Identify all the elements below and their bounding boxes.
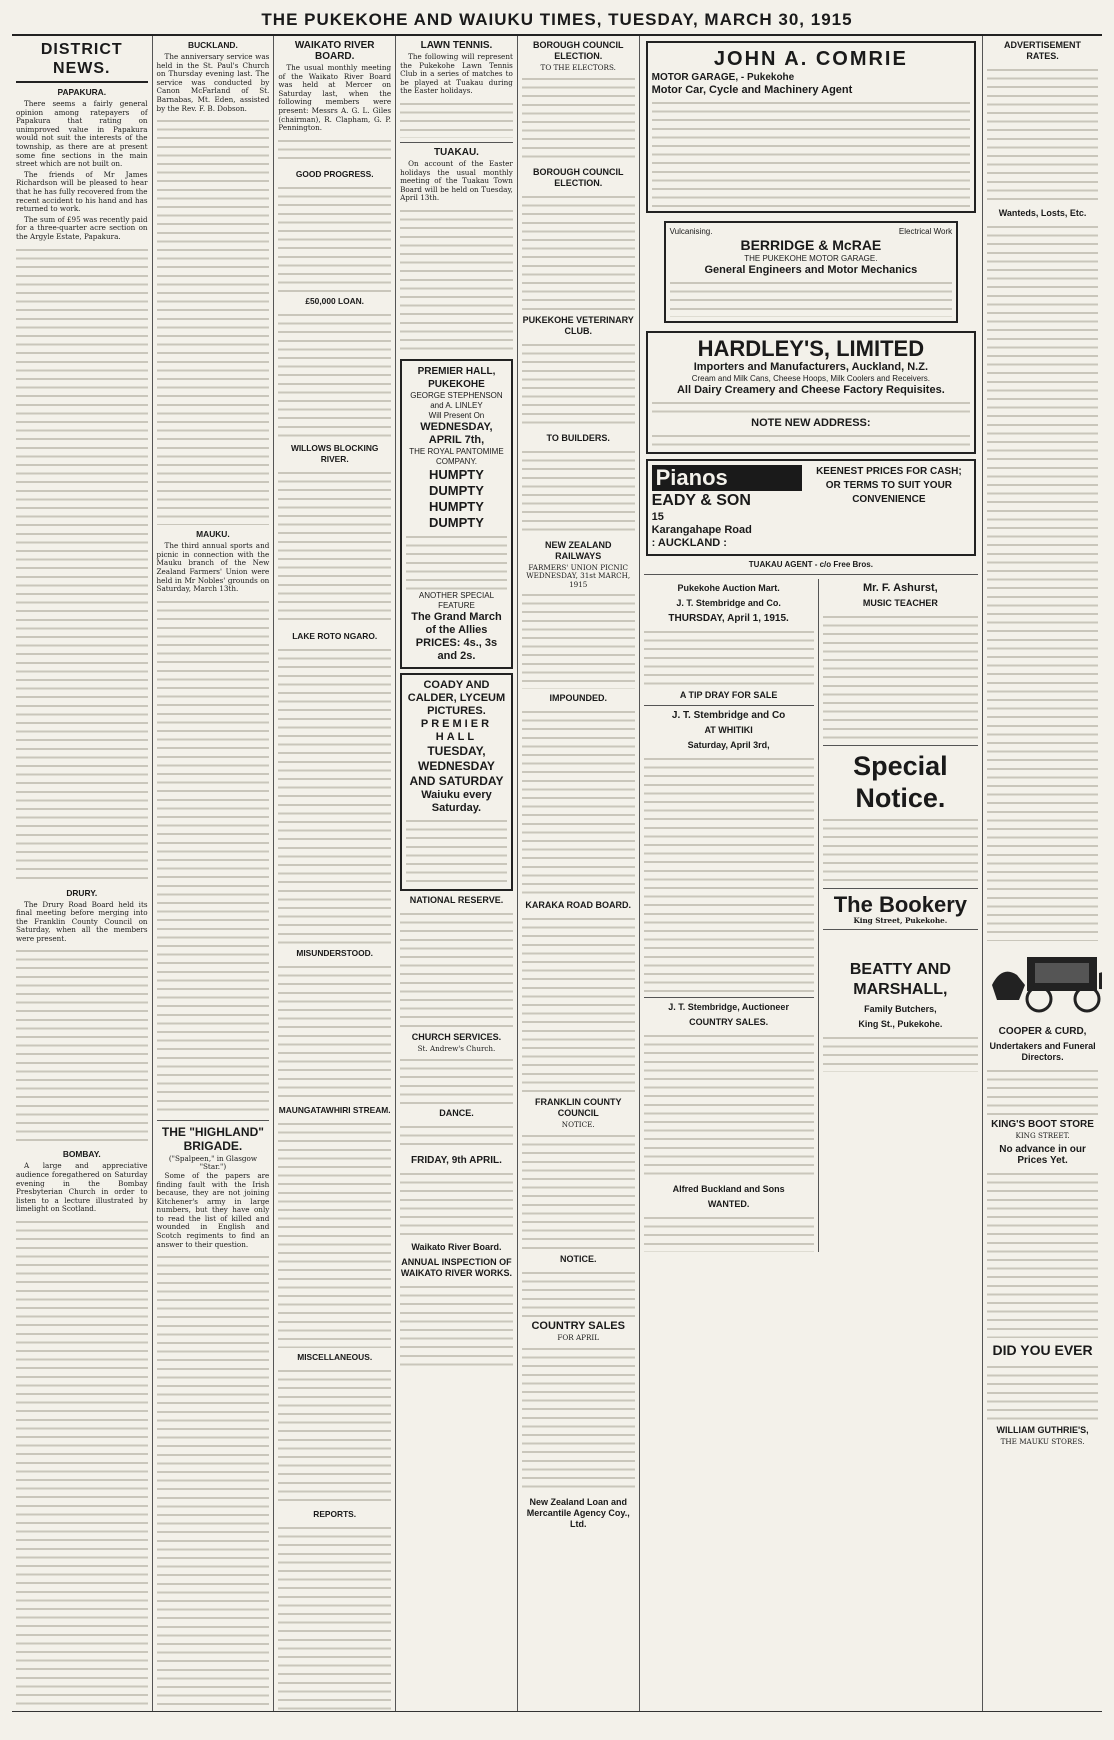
builders-heading: TO BUILDERS.: [546, 432, 610, 443]
pianos-word: Pianos: [652, 465, 802, 491]
text-block: [522, 339, 635, 429]
pianos-left: [652, 465, 802, 550]
misunderstood-heading: MISUNDERSTOOD.: [296, 947, 373, 958]
hardley-name: HARDLEY'S, LIMITED: [697, 336, 925, 361]
text-block: [644, 626, 814, 686]
hardley-ad: [646, 331, 977, 454]
text-block: [157, 596, 270, 1116]
text-block: [278, 1118, 391, 1348]
loan-heading: £50,000 LOAN.: [305, 295, 365, 306]
text-block: [522, 191, 635, 311]
hardley-line: Importers and Manufacturers, Auckland, N.Z.: [693, 361, 929, 373]
highland-para: Some of the papers are finding fault with the Irish because, they are not joining Kitchener's army in large numbers, but they have only to read the list of killed and wounded in English and Scotch regiments to find an answer to their question.: [156, 1170, 270, 1249]
column-tennis: [396, 36, 518, 1711]
pianos-right: [808, 465, 971, 550]
text-block: [644, 1030, 814, 1180]
stembridge-heading: J. T. Stembridge and Co: [671, 709, 786, 721]
church-name: St. Andrew's Church.: [417, 1043, 496, 1053]
text-block: [987, 1361, 1098, 1421]
masthead: THE PUKEKOHE AND WAIUKU TIMES, TUESDAY, MARCH 30, 1915: [12, 6, 1102, 36]
pantomime-prices: PRICES: 4s., 3s and 2s.: [415, 636, 498, 662]
veterinary-heading: PUKEKOHE VETERINARY CLUB.: [522, 314, 634, 336]
waikato-board-heading: Waikato River Board.: [411, 1241, 502, 1252]
ads-left: [644, 579, 819, 1252]
text-block: [400, 98, 513, 138]
text-block: [987, 1168, 1098, 1338]
mauku-stores: THE MAUKU STORES.: [1000, 1437, 1085, 1447]
kings-boot-store: KING'S BOOT STORE: [991, 1118, 1094, 1130]
district-news-title: DISTRICT NEWS.: [16, 40, 148, 83]
text-block: [278, 467, 391, 627]
divider: [644, 574, 979, 575]
mauku-para: The third annual sports and picnic in connection with the Mauku branch of the New Zealand Farmers' Union were held in Mr Nobles' grounds on Saturday, March 13th.: [156, 541, 270, 594]
miscellaneous-heading: MISCELLANEOUS.: [297, 1351, 373, 1362]
text-block: [400, 1281, 513, 1371]
whitiki-date: Saturday, April 3rd,: [687, 739, 770, 750]
national-reserve-heading: NATIONAL RESERVE.: [409, 894, 504, 905]
bookery-title: The Bookery: [833, 891, 967, 917]
pantomime-show-2: HUMPTY DUMPTY: [429, 498, 484, 530]
bombay-heading: BOMBAY.: [62, 1149, 101, 1160]
waikato-para: The usual monthly meeting of the Waikato River Board was held at Mercer on Saturday last, when the following members were present: Messrs A. G. L. Giles (chairman), R. Clapham, G. P. Pennington.: [278, 63, 392, 133]
lyceum-title: COADY AND CALDER, LYCEUM PICTURES.: [407, 678, 506, 717]
wanted-heading: WANTED.: [707, 1198, 750, 1209]
divider: [400, 142, 513, 143]
newspaper-page: [12, 6, 1102, 1721]
pantomime-present: Will Present On: [428, 410, 485, 420]
text-block: [400, 908, 513, 1028]
picnic-date: WEDNESDAY, 31st MARCH, 1915: [526, 571, 631, 589]
text-block: [278, 309, 391, 439]
comrie-line: Motor Car, Cycle and Machinery Agent: [651, 84, 853, 96]
willows-heading: WILLOWS BLOCKING RIVER.: [290, 442, 379, 464]
teacher-name: Mr. F. Ashurst,: [862, 581, 938, 594]
berridge-top: [670, 227, 953, 237]
column-classifieds: [983, 36, 1102, 1711]
tuakau-heading: TUAKAU.: [433, 146, 479, 158]
adv-rates-heading: ADVERTISEMENT RATES.: [1004, 40, 1082, 61]
stembridge-auctioneer: J. T. Stembridge, Auctioneer: [668, 1001, 789, 1012]
divider: [823, 745, 979, 746]
hardley-note: NOTE NEW ADDRESS:: [751, 417, 871, 429]
papakura-para-1: There seems a fairly general opinion among ratepayers of Papakura that rating on unimproved value in Papakura would not suit the interests of the township, as there are at present some fine sections in the main street which are not built on.: [16, 99, 148, 169]
cooper-sub: Undertakers and Funeral Directors.: [989, 1040, 1096, 1062]
wanteds-heading: Wanteds, Losts, Etc.: [998, 208, 1087, 218]
teacher-title: MUSIC TEACHER: [862, 597, 938, 608]
beatty-address: King St., Pukekohe.: [858, 1019, 943, 1030]
text-block: [823, 814, 979, 884]
special-notice: Special Notice.: [853, 750, 948, 813]
text-block: [406, 531, 507, 591]
text-block: [522, 913, 635, 1093]
tennis-para: The following will represent the Pukekohe Lawn Tennis Club in a series of matches to be played at Tuakau during the Easter holidays.: [400, 52, 513, 96]
highland-heading: THE "HIGHLAND" BRIGADE.: [161, 1124, 264, 1153]
text-block: [406, 815, 507, 885]
papakura-para-3: The sum of £95 was recently paid for a three-quarter acre section on the Argyle Estate, Papakura.: [16, 214, 148, 241]
lyceum-hall: PREMIER HALL: [420, 717, 493, 743]
auction-date: THURSDAY, April 1, 1915.: [668, 612, 789, 624]
text-block: [278, 644, 391, 944]
text-block: [987, 221, 1098, 941]
whitiki: AT WHITIKI: [704, 724, 753, 735]
advance-line: No advance in our Prices Yet.: [999, 1144, 1086, 1167]
auction-name: J. T. Stembridge and Co.: [676, 597, 781, 608]
text-block: [670, 277, 953, 317]
beatty-name: BEATTY AND MARSHALL,: [849, 961, 951, 999]
text-block: [644, 1212, 814, 1252]
borough-election-heading-2: BOROUGH COUNCIL ELECTION.: [532, 166, 624, 188]
lyceum-waiuku: Waiuku every Saturday.: [421, 788, 492, 814]
buckland-heading: BUCKLAND.: [188, 40, 238, 50]
text-block: [16, 945, 148, 1145]
roto-ngaro-heading: LAKE ROTO NGARO.: [292, 630, 378, 641]
picnic-line: FARMERS' UNION PICNIC: [528, 562, 629, 572]
annual-inspection-heading: ANNUAL INSPECTION OF WAIKATO RIVER WORKS.: [400, 1256, 513, 1278]
notice-heading: NOTICE.: [559, 1253, 597, 1264]
franklin-heading: FRANKLIN COUNTY COUNCIL: [534, 1097, 622, 1119]
berridge-electrical: Electrical Work: [898, 227, 953, 236]
text-block: [987, 64, 1098, 204]
hardley-requisites: All Dairy Creamery and Cheese Factory Requisites.: [676, 384, 945, 396]
column-buckland: [153, 36, 275, 1711]
column-district-news: [12, 36, 153, 1711]
pantomime-company: THE ROYAL PANTOMIME COMPANY.: [409, 446, 504, 466]
columns: [12, 36, 1102, 1712]
tip-dray: A TIP DRAY FOR SALE: [679, 689, 778, 700]
mauku-heading: MAUKU.: [196, 529, 230, 540]
divider: [644, 705, 814, 706]
good-progress-heading: GOOD PROGRESS.: [295, 168, 374, 179]
reports-heading: REPORTS.: [313, 1508, 357, 1519]
text-block: [644, 753, 814, 993]
berridge-ad: [664, 221, 959, 323]
text-block: [400, 1168, 513, 1238]
text-block: [522, 1343, 635, 1493]
text-block: [400, 1054, 513, 1104]
karaka-heading: KARAKA ROAD BOARD.: [525, 900, 632, 911]
papakura-heading: PAPAKURA.: [57, 87, 107, 97]
pianos-city: : AUCKLAND :: [651, 537, 727, 549]
borough-election-heading: BOROUGH COUNCIL ELECTION.: [532, 40, 624, 61]
berridge-line: General Engineers and Motor Mechanics: [704, 264, 918, 276]
guthrie-name: WILLIAM GUTHRIE'S,: [996, 1425, 1089, 1436]
pantomime-date: WEDNESDAY, APRIL 7th,: [420, 420, 493, 446]
pianos-firm: EADY & SON: [651, 492, 751, 509]
drury-heading: DRURY.: [66, 887, 98, 898]
country-sales-right: COUNTRY SALES.: [689, 1016, 769, 1027]
text-block: [522, 1267, 635, 1317]
berridge-vulcanising: Vulcanising.: [669, 227, 713, 236]
franklin-notice: NOTICE.: [561, 1120, 595, 1130]
text-block: [278, 182, 391, 292]
text-block: [157, 115, 270, 525]
text-block: [16, 244, 148, 884]
tuakau-para: On account of the Easter holidays the usual monthly meeting of the Tuakau Town Board will be held on Tuesday, April 13th.: [400, 158, 513, 203]
text-block: [823, 1032, 979, 1072]
ads-split: [644, 579, 979, 1252]
dance-date: FRIDAY, 9th APRIL.: [410, 1154, 502, 1166]
hardley-products: Cream and Milk Cans, Cheese Hoops, Milk Coolers and Receivers.: [691, 374, 931, 383]
text-block: [823, 611, 979, 741]
divider: [644, 997, 814, 998]
country-sales-heading: COUNTRY SALES: [531, 1319, 625, 1332]
bookery-address: King Street, Pukekohe.: [853, 915, 948, 925]
pantomime-presenters: GEORGE STEPHENSON and A. LINLEY: [410, 390, 503, 410]
text-block: [522, 73, 635, 163]
bombay-para: A large and appreciative audience foregathered on Saturday evening in the Bombay Presbyterian Church in order to listen to a lecture illustrated by limelight on Scotland.: [16, 1161, 148, 1214]
text-block: [157, 1251, 270, 1711]
hearse-illustration: [987, 945, 1102, 1015]
nz-loan-ad: New Zealand Loan and Mercantile Agency Coy., Ltd.: [526, 1496, 630, 1529]
to-electors: TO THE ELECTORS.: [540, 63, 616, 72]
text-block: [16, 1216, 148, 1711]
maungatawhiri-heading: MAUNGATAWHIRI STREAM.: [278, 1104, 391, 1115]
pianos-agent: TUAKAU AGENT - c/o Free Bros.: [748, 560, 873, 569]
did-you-ever: DID YOU EVER: [992, 1342, 1093, 1359]
ads-right: [819, 579, 979, 1252]
railways-heading: NEW ZEALAND RAILWAYS: [544, 539, 612, 561]
column-ads: [640, 36, 984, 1711]
pantomime-show-1: HUMPTY DUMPTY: [429, 466, 484, 498]
comrie-ad: [646, 41, 977, 213]
text-block: [522, 446, 635, 536]
highland-subline: ("Spalpeen," in Glasgow "Star."): [168, 1153, 257, 1172]
buckland-para: The anniversary service was held in the St. Paul's Church on Thursday evening last. The service was conducted by Canon McFarland of St. Barnabas, Mt. Eden, assisted by the Rev. F. B. Dobson.: [156, 52, 270, 113]
impounded-heading: IMPOUNDED.: [549, 693, 607, 704]
text-block: [652, 430, 971, 448]
pantomime-march: The Grand March of the Allies: [411, 610, 502, 636]
beatty-line: Family Butchers,: [864, 1004, 937, 1015]
pianos-keen: KEENEST PRICES FOR CASH; OR TERMS TO SUIT YOUR CONVENIENCE: [816, 466, 962, 505]
comrie-name: JOHN A. COMRIE: [713, 48, 908, 70]
pantomime-hall: PREMIER HALL, PUKEKOHE: [417, 365, 496, 390]
pianos-number: 15: [651, 511, 664, 523]
papakura-para-2: The friends of Mr James Richardson will be pleased to hear that he has fully recovered from the recent accident to his hand and has returned to work.: [16, 169, 148, 214]
comrie-sub: MOTOR GARAGE, - Pukekohe: [651, 72, 795, 83]
church-heading: CHURCH SERVICES.: [411, 1031, 502, 1042]
lyceum-days: TUESDAY, WEDNESDAY AND SATURDAY: [409, 743, 504, 788]
text-block: [652, 397, 971, 417]
for-april: FOR APRIL: [557, 1332, 600, 1342]
text-block: [278, 135, 391, 165]
kings-address: KING STREET.: [1015, 1130, 1070, 1140]
auction-title: Pukekohe Auction Mart.: [677, 582, 780, 593]
text-block: [278, 1522, 391, 1711]
text-block: [987, 1065, 1098, 1115]
pianos-road: Karangahape Road: [651, 524, 752, 536]
column-notices: [518, 36, 640, 1711]
pantomime-feature: ANOTHER SPECIAL FEATURE: [418, 590, 495, 610]
text-block: [522, 589, 635, 689]
text-block: [400, 205, 513, 355]
column-waikato: [274, 36, 396, 1711]
cooper-name: COOPER & CURD,: [998, 1025, 1087, 1037]
divider: [823, 929, 979, 930]
text-block: [652, 97, 971, 207]
text-block: [522, 706, 635, 896]
divider: [823, 888, 979, 889]
text-block: [278, 1365, 391, 1505]
dance-heading: DANCE.: [439, 1107, 474, 1118]
waikato-heading: WAIKATO RIVER BOARD.: [294, 40, 375, 62]
text-block: [522, 1130, 635, 1250]
text-block: [400, 1121, 513, 1151]
lyceum-ad: [400, 673, 513, 891]
alfred-buckland: Alfred Buckland and Sons: [672, 1183, 785, 1194]
text-block: [278, 961, 391, 1101]
drury-para: The Drury Road Board held its final meeting before merging into the Franklin County Council on Saturday, when all the members were present.: [16, 899, 148, 943]
pantomime-ad: [400, 359, 513, 669]
divider: [157, 1120, 270, 1121]
tennis-heading: LAWN TENNIS.: [420, 40, 493, 51]
berridge-name: BERRIDGE & McRAE: [740, 237, 882, 253]
berridge-garage: THE PUKEKOHE MOTOR GARAGE.: [744, 254, 878, 263]
pianos-ad: [646, 459, 977, 556]
